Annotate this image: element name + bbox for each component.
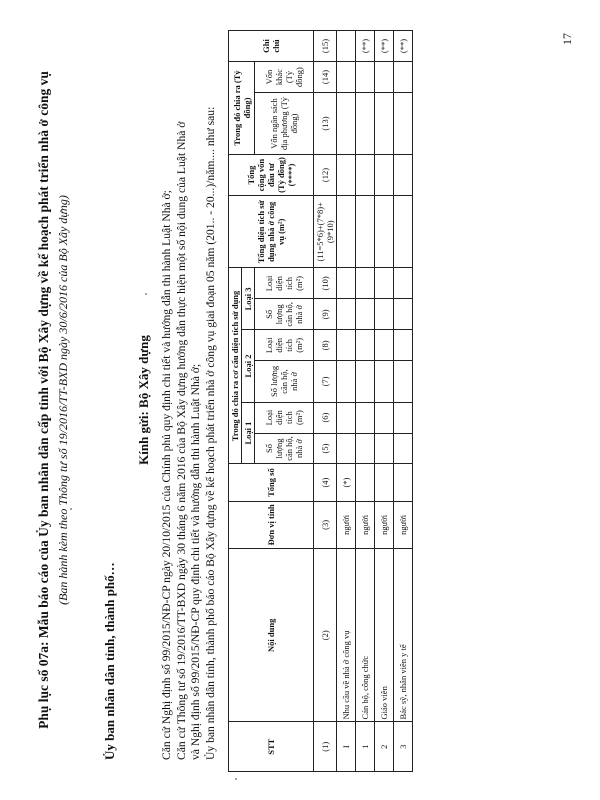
cell [375,433,394,464]
col-num: (9) [314,299,337,330]
row-tong-so: (*) [337,464,356,501]
col-num: (6) [314,402,337,433]
row-ghi-chu: (**) [356,31,375,62]
cell [337,93,356,155]
row-noi-dung: Nhu cầu về nhà ở công vụ [337,549,356,722]
row-don-vi: người [375,501,394,548]
row-tong-so [375,464,394,501]
cell [356,402,375,433]
cell [337,196,356,268]
cell [375,62,394,93]
paragraph: Căn cứ Nghị định số 99/2015/NĐ-CP ngày 20/10/2015 của Chính phủ quy định chi tiết và hướng dẫn thi hành Luật Nhà ở; [160,190,173,760]
cell [337,330,356,361]
row-noi-dung: Giáo viên [375,549,394,722]
cell [375,93,394,155]
cell [394,196,413,268]
paragraph: và Nghị định số 99/2015/NĐ-CP quy định chi tiết và hướng dẫn thi hành Luật Nhà ở; [189,363,202,760]
row-don-vi: người [356,501,375,548]
col-num: (5) [314,433,337,464]
col-num: (3) [314,501,337,548]
row-ghi-chu: (**) [375,31,394,62]
cell [356,361,375,402]
header-loai-1: Loại 1 [242,402,255,464]
cell [356,299,375,330]
housing-plan-table [228,30,413,772]
cell [394,154,413,195]
cell [337,62,356,93]
header-so-luong-3: Số lượng căn hộ, nhà ở [255,299,314,330]
cell [337,402,356,433]
col-num: (15) [314,31,337,62]
header-dien-tich-1: Loại diện tích (m²) [255,402,314,433]
col-num: (8) [314,330,337,361]
col-num: (11=5*6)+(7*8)+(9*10) [314,196,337,268]
row-noi-dung: Cán bộ, công chức [356,549,375,722]
table-row [394,31,413,772]
cell [375,268,394,299]
col-num: (14) [314,62,337,93]
cell [375,361,394,402]
cell [356,93,375,155]
row-noi-dung: Bác sỹ, nhân viên y tế [394,549,413,722]
header-so-luong-1: Số lượng căn hộ, nhà ở [255,433,314,464]
cell [375,330,394,361]
header-dien-tich-2: Loại diện tích (m²) [255,330,314,361]
col-num: (12) [314,154,337,195]
header-loai-3: Loại 3 [242,268,255,330]
row-ghi-chu: (**) [394,31,413,62]
paragraph: Căn cứ Thông tư số 19/2016/TT-BXD ngày 30 tháng 6 năm 2016 của Bộ Xây dựng hướng dẫn thực hiện một số nội dung của Luật Nhà ở [174,121,188,760]
cell [356,154,375,195]
scan-speck [70,508,72,510]
cell [375,299,394,330]
page-number: 17 [560,33,574,45]
recipient-line: Kính gửi: Bộ Xây dựng [136,335,151,465]
cell [356,196,375,268]
table-row [375,31,394,772]
cell [337,361,356,402]
header-so-luong-2: Số lượng căn hộ, nhà ở [255,361,314,402]
cell [337,433,356,464]
scan-speck [235,778,237,780]
legal-basis [160,30,218,760]
col-num: (7) [314,361,337,402]
row-ghi-chu [337,31,356,62]
header-ghi-chu: Ghi chú [229,31,314,62]
appendix-title: Phụ lục số 07a: Mẫu báo cáo của Ủy ban nhân dân cấp tỉnh với Bộ Xây dựng về kế hoạch phát triển nhà ở công vụ [36,71,51,729]
cell [375,402,394,433]
row-tong-so [394,464,413,501]
header-total-investment: Tổng cộng vốn đầu tư (Tỷ đồng) (****) [229,154,314,195]
cell [356,433,375,464]
cell [394,433,413,464]
cell [394,268,413,299]
col-num: (13) [314,93,337,155]
row-stt: 2 [375,722,394,772]
cell [375,196,394,268]
cell [394,361,413,402]
table-row [356,31,375,772]
paragraph: Ủy ban nhân dân tỉnh, thành phố báo cáo Bộ Xây dựng về kế hoạch phát triển nhà ở công vụ giai đoạn 05 năm (201.. - 20...)/năm.... như sau: [203,106,217,760]
header-area-structure: Trong đó chia ra cơ cấu diện tích sử dụng [229,268,242,464]
header-capital-breakdown: Trong đó chia ra (Tỷ đồng) [229,62,255,155]
header-dien-tich-3: Loại diện tích (m²) [255,268,314,299]
cell [394,402,413,433]
row-stt: 1 [356,722,375,772]
column-number-row [314,31,337,772]
cell [394,62,413,93]
col-num: (2) [314,549,337,722]
issuing-organization: Ủy ban nhân dân tỉnh, thành phố… [102,562,117,760]
col-num: (4) [314,464,337,501]
cell [394,93,413,155]
cell [337,154,356,195]
row-don-vi: người [337,501,356,548]
header-stt: STT [229,722,314,772]
cell [337,299,356,330]
cell [356,62,375,93]
header-don-vi: Đơn vị tính [229,501,314,548]
header-loai-2: Loại 2 [242,330,255,402]
cell [375,154,394,195]
header-noi-dung: Nội dung [229,549,314,722]
row-don-vi: người [394,501,413,548]
header-von-khac: Vốn khác (Tỷ đồng) [255,62,314,93]
table-row [337,31,356,772]
cell [394,330,413,361]
row-stt: 3 [394,722,413,772]
row-tong-so [356,464,375,501]
col-num: (1) [314,722,337,772]
header-total-area: Tổng diện tích sử dụng nhà ở công vụ (m²) [229,196,314,268]
header-von-ngan-sach: Vốn ngân sách địa phương (Tỷ đồng) [255,93,314,155]
header-tong-so: Tổng số [229,464,314,501]
appendix-subtitle: (Ban hành kèm theo Thông tư số 19/2016/TT-BXD ngày 30/6/2016 của Bộ Xây dựng) [56,195,70,605]
cell [337,268,356,299]
cell [356,330,375,361]
row-stt: I [337,722,356,772]
cell [394,299,413,330]
col-num: (10) [314,268,337,299]
scan-speck [145,293,147,295]
cell [356,268,375,299]
